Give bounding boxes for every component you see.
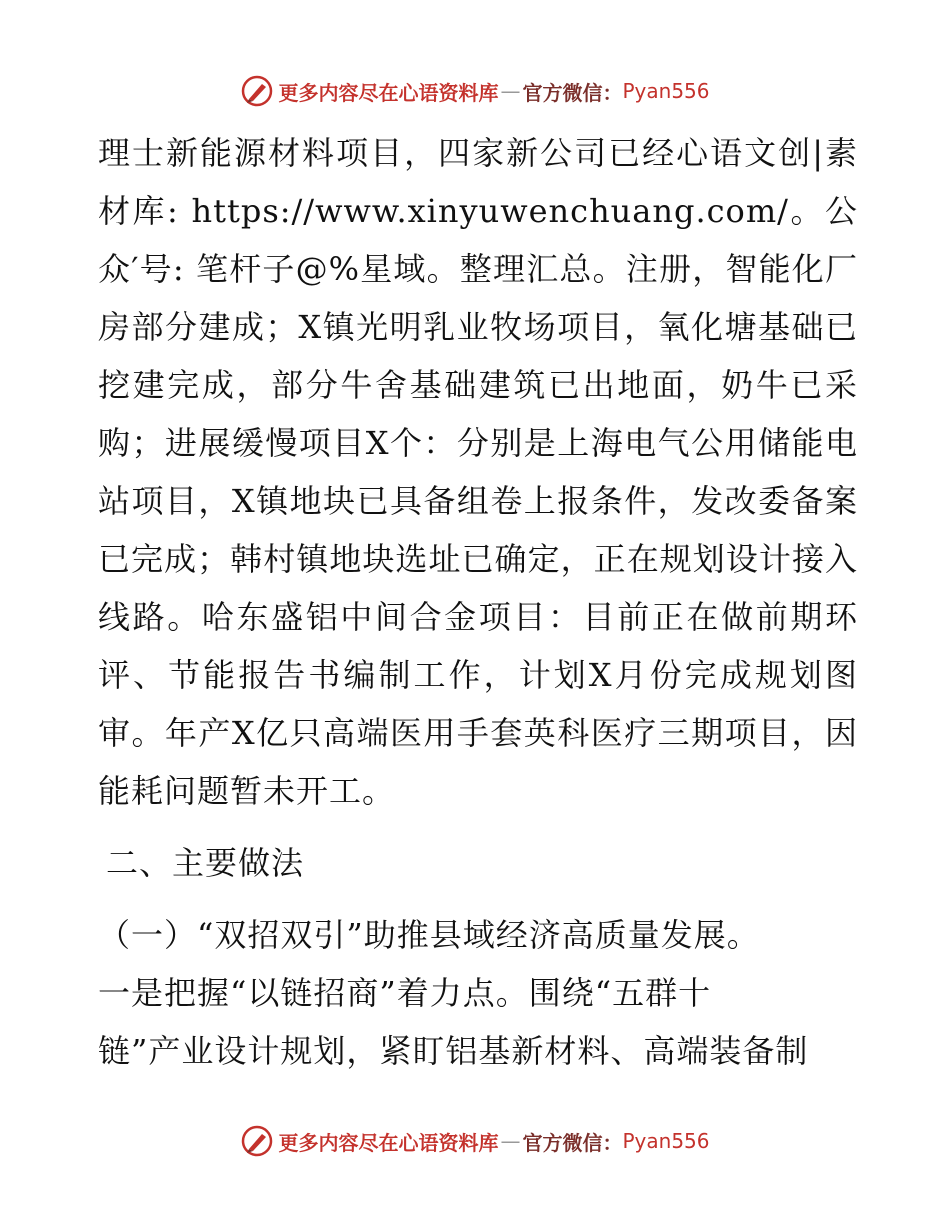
document-body: [98, 124, 858, 1080]
footer-watermark: [0, 1124, 950, 1158]
section-heading: 二、主要做法: [106, 844, 305, 882]
separator: —: [500, 79, 521, 103]
pen-logo-icon: [240, 74, 274, 108]
wechat-account: Pyan556: [622, 79, 710, 103]
paragraph-line: 一是把握“以链招商”着力点。围绕“五群十: [98, 974, 712, 1012]
subsection-heading: （一）“双招双引”助推县域经济高质量发展。: [98, 916, 760, 954]
wechat-account: Pyan556: [622, 1129, 710, 1153]
site-text: 更多内容尽在心语资料库: [278, 1130, 499, 1155]
pen-logo-icon: [240, 1124, 274, 1158]
header-watermark: [0, 74, 950, 108]
colon: ：: [602, 1130, 623, 1155]
wechat-label: 官方微信: [522, 80, 603, 105]
paragraph-line: 链”产业设计规划，紧盯铝基新材料、高端装备制: [98, 1032, 809, 1070]
separator: —: [500, 1129, 521, 1153]
site-text: 更多内容尽在心语资料库: [278, 80, 499, 105]
paragraph-project-status: 理士新能源材料项目，四家新公司已经心语文创|素材库: https://www.xinyuwenchuang.com/。公众′号: 笔杆子@%星域。整理汇总。注册，智能化厂房部分建成；X镇光明乳业牧场项目，氧化塘基础已挖建完成，部分牛舍基础建筑已出地面，奶牛已采购；进展缓慢项目X个：分别是上海电气公用储能电站项目，X镇地块已具备组卷上报条件，发改委备案已完成；韩村镇地块选址已确定，正在规划设计接入线路。哈东盛铝中间合金项目：目前正在做前期环评、节能报告书编制工作，计划X月份完成规划图审。年产X亿只高端医用手套英科医疗三期项目，因能耗问题暂未开工。: [98, 134, 858, 810]
wechat-label: 官方微信: [522, 1130, 603, 1155]
colon: ：: [602, 80, 623, 105]
